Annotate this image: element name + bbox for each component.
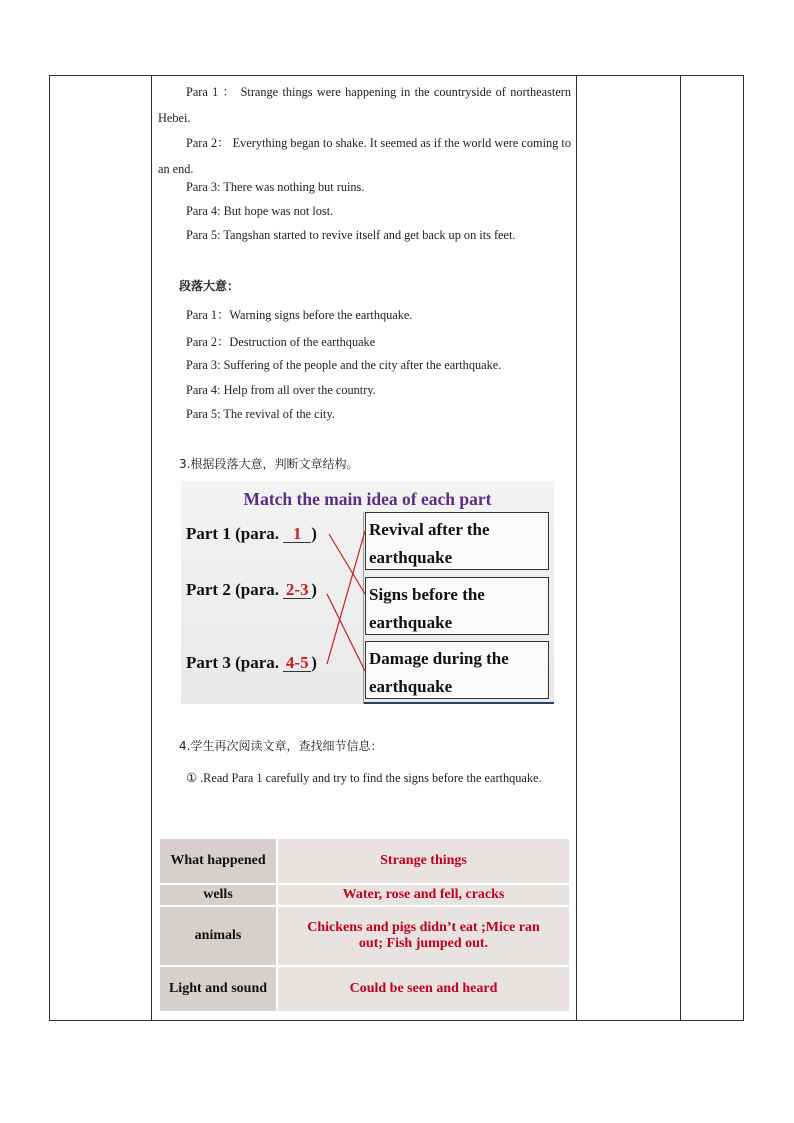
table-value: Strange things: [278, 839, 569, 883]
match-line-part2: [327, 594, 365, 671]
idea-box-revival: Revival after the earthquake: [365, 512, 549, 570]
part-2-answer: 2-3: [283, 582, 311, 599]
part-3-label: Part 3 (para. 4-5 ): [186, 653, 317, 672]
signs-table: [158, 837, 571, 1013]
idea-box-signs: Signs before the earthquake: [365, 577, 549, 635]
table-value: Water, rose and fell, cracks: [278, 885, 569, 905]
para-summary-1: Para 1 ： Strange things were happening in the countryside of northeastern Hebei.: [158, 85, 571, 125]
idea-box-damage: Damage during the earthquake: [365, 641, 549, 699]
column-divider: [151, 75, 152, 1021]
step-3-heading: 3.根据段落大意，判断文章结构。: [179, 457, 359, 471]
table-row: [160, 885, 569, 905]
part-1-label: Part 1 (para. 1 ): [186, 524, 317, 543]
table-row: [160, 839, 569, 883]
table-key: Light and sound: [160, 967, 276, 1011]
figure-title: Match the main idea of each part: [243, 489, 492, 509]
match-main-idea-figure: [181, 481, 554, 704]
table-value: Chickens and pigs didn’t eat ;Mice ran out; Fish jumped out.: [278, 907, 569, 965]
main-idea-item: Para 4: Help from all over the country.: [186, 383, 376, 397]
match-lines: [181, 481, 554, 704]
table-key: What happened: [160, 839, 276, 883]
part-3-answer: 4-5: [283, 655, 311, 672]
table-row: [160, 967, 569, 1011]
para-summary-2: Para 2： Everything began to shake. It seemed as if the world were coming to an end.: [158, 136, 571, 176]
column-divider: [680, 75, 681, 1021]
table-row: [160, 907, 569, 965]
para-summary-4: Para 4: But hope was not lost.: [186, 204, 334, 218]
table-value: Could be seen and heard: [278, 967, 569, 1011]
match-line-part3: [327, 531, 365, 664]
part-1-answer: 1: [283, 526, 311, 543]
main-idea-item: Para 5: The revival of the city.: [186, 407, 335, 421]
main-idea-heading: 段落大意：: [179, 279, 240, 293]
para-summary-5: Para 5: Tangshan started to revive itself and get back up on its feet.: [186, 228, 516, 242]
table-key: wells: [160, 885, 276, 905]
main-idea-item: Para 2：Destruction of the earthquake: [186, 335, 376, 349]
table-key: animals: [160, 907, 276, 965]
column-divider: [576, 75, 577, 1021]
step-4-heading: 4.学生再次阅读文章，查找细节信息：: [179, 739, 383, 753]
main-idea-item: Para 3: Suffering of the people and the city after the earthquake.: [186, 358, 502, 372]
match-line-part1: [329, 534, 365, 594]
main-idea-item: Para 1：Warning signs before the earthquake.: [186, 308, 413, 322]
para-summary-3: Para 3: There was nothing but ruins.: [186, 180, 365, 194]
part-2-label: Part 2 (para. 2-3 ): [186, 580, 317, 599]
figure-bottom-rule: [364, 702, 554, 704]
step-4-instruction: ① .Read Para 1 carefully and try to find the signs before the earthquake.: [186, 771, 542, 785]
